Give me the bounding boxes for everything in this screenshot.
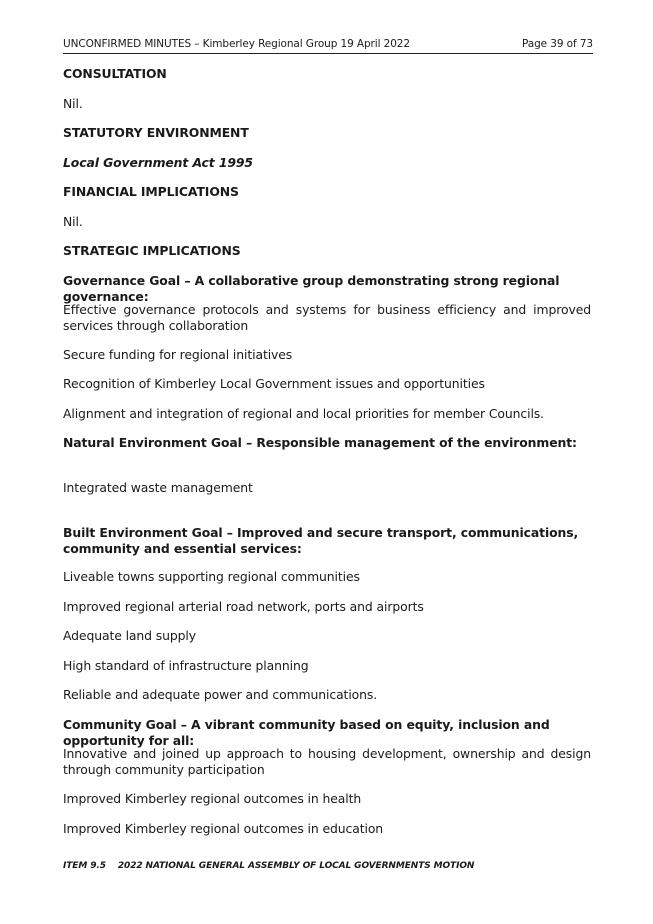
built-item: Reliable and adequate power and communications. bbox=[63, 687, 378, 702]
financial-heading: FINANCIAL IMPLICATIONS bbox=[63, 184, 239, 199]
community-item: Improved Kimberley regional outcomes in health bbox=[63, 791, 362, 806]
natural-goal: Natural Environment Goal – Responsible management of the environment: bbox=[63, 435, 577, 450]
page-number: Page 39 of 73 bbox=[522, 38, 593, 50]
community-goal: Community Goal – A vibrant community based on equity, inclusion and opportunity for all: bbox=[63, 717, 550, 748]
governance-item: Alignment and integration of regional and local priorities for member Councils. bbox=[63, 406, 545, 421]
header-title: UNCONFIRMED MINUTES – Kimberley Regional Group 19 April 2022 bbox=[63, 38, 410, 50]
natural-item: Integrated waste management bbox=[63, 480, 253, 495]
governance-goal: Governance Goal – A collaborative group demonstrating strong regional governance: bbox=[63, 273, 560, 304]
governance-item: Secure funding for regional initiatives bbox=[63, 347, 293, 362]
page-header bbox=[63, 38, 593, 54]
built-goal: Built Environment Goal – Improved and secure transport, communications, community and essential services: bbox=[63, 525, 579, 556]
built-item: Adequate land supply bbox=[63, 628, 196, 643]
consultation-text: Nil. bbox=[63, 96, 83, 111]
governance-item: Recognition of Kimberley Local Government issues and opportunities bbox=[63, 376, 485, 391]
community-item: Improved Kimberley regional outcomes in education bbox=[63, 821, 384, 836]
financial-text: Nil. bbox=[63, 214, 83, 229]
footer-item-number: ITEM 9.5 bbox=[63, 861, 106, 871]
built-item: High standard of infrastructure planning bbox=[63, 658, 309, 673]
community-item: Innovative and joined up approach to housing development, ownership and design through community participation bbox=[63, 746, 591, 777]
built-item: Liveable towns supporting regional communities bbox=[63, 569, 360, 584]
consultation-heading: CONSULTATION bbox=[63, 66, 167, 81]
built-item: Improved regional arterial road network, ports and airports bbox=[63, 599, 424, 614]
statutory-heading: STATUTORY ENVIRONMENT bbox=[63, 125, 249, 140]
governance-item: Effective governance protocols and systems for business efficiency and improved services through collaboration bbox=[63, 302, 591, 333]
page-footer bbox=[63, 861, 474, 871]
footer-item-title: 2022 NATIONAL GENERAL ASSEMBLY OF LOCAL GOVERNMENTS MOTION bbox=[117, 861, 475, 871]
strategic-heading: STRATEGIC IMPLICATIONS bbox=[63, 243, 241, 258]
statutory-text: Local Government Act 1995 bbox=[63, 155, 253, 170]
